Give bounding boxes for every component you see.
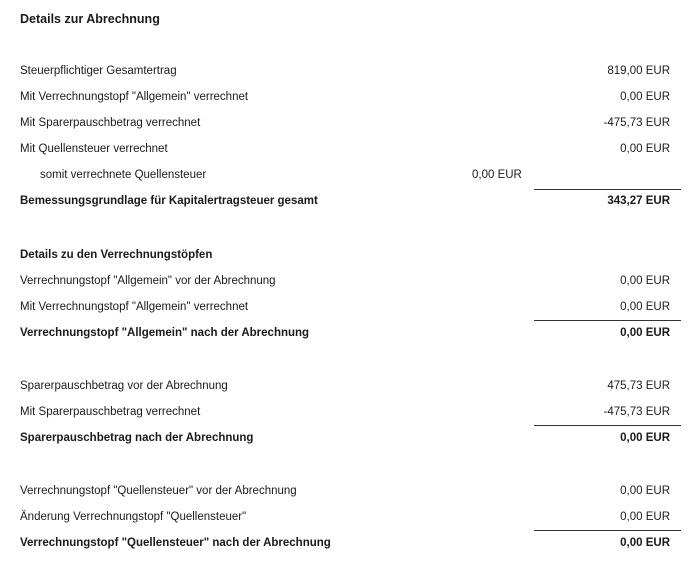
row-label: Mit Verrechnungstopf "Allgemein" verrechnet [20, 301, 249, 313]
row-label: Mit Quellensteuer verrechnet [20, 143, 168, 155]
row-value: 0,00 EUR [620, 301, 670, 313]
summary-total-row [20, 188, 681, 214]
total-value: 0,00 EUR [620, 432, 670, 444]
row-label: Verrechnungstopf "Allgemein" vor der Abrechnung [20, 275, 276, 287]
pots-section-sparer [20, 373, 681, 451]
pot-row [20, 478, 681, 504]
row-value: 0,00 EUR [620, 143, 670, 155]
row-label: Mit Sparerpauschbetrag verrechnet [20, 117, 201, 129]
total-label: Verrechnungstopf "Allgemein" nach der Abrechnung [20, 327, 310, 339]
pots-section-quellensteuer [20, 478, 681, 556]
summary-sub-row [20, 162, 681, 188]
row-value: -475,73 EUR [603, 406, 670, 418]
pot-row [20, 294, 681, 320]
row-value: 819,00 EUR [607, 65, 670, 77]
row-value: 0,00 EUR [620, 511, 670, 523]
summary-row [20, 58, 681, 84]
page-title: Details zur Abrechnung [20, 12, 160, 26]
summary-row [20, 136, 681, 162]
row-label: Änderung Verrechnungstopf "Quellensteuer" [20, 511, 247, 523]
total-value: 343,27 EUR [607, 195, 670, 207]
summary-row [20, 110, 681, 136]
pot-row [20, 399, 681, 425]
summary-section [20, 58, 681, 214]
row-value: 0,00 EUR [620, 91, 670, 103]
row-value: 0,00 EUR [620, 485, 670, 497]
row-value: -475,73 EUR [603, 117, 670, 129]
row-value: 475,73 EUR [607, 380, 670, 392]
pot-total-row [20, 425, 681, 451]
pot-row [20, 268, 681, 294]
total-label: Verrechnungstopf "Quellensteuer" nach der Abrechnung [20, 537, 331, 549]
sub-row-label: somit verrechnete Quellensteuer [40, 169, 207, 181]
pot-total-row [20, 530, 681, 556]
total-value: 0,00 EUR [620, 537, 670, 549]
pots-section-allgemein [20, 242, 681, 346]
pot-row [20, 504, 681, 530]
total-value: 0,00 EUR [620, 327, 670, 339]
row-label: Steuerpflichtiger Gesamtertrag [20, 65, 177, 77]
row-value: 0,00 EUR [620, 275, 670, 287]
pots-section-header: Details zu den Verrechnungstöpfen [20, 249, 213, 261]
total-label: Sparerpauschbetrag nach der Abrechnung [20, 432, 254, 444]
row-label: Verrechnungstopf "Quellensteuer" vor der Abrechnung [20, 485, 297, 497]
sub-row-value: 0,00 EUR [472, 169, 522, 181]
pot-total-row [20, 320, 681, 346]
row-label: Mit Sparerpauschbetrag verrechnet [20, 406, 201, 418]
row-label: Sparerpauschbetrag vor der Abrechnung [20, 380, 228, 392]
row-label: Mit Verrechnungstopf "Allgemein" verrechnet [20, 91, 249, 103]
total-label: Bemessungsgrundlage für Kapitalertragsteuer gesamt [20, 195, 318, 207]
pot-row [20, 373, 681, 399]
summary-row [20, 84, 681, 110]
